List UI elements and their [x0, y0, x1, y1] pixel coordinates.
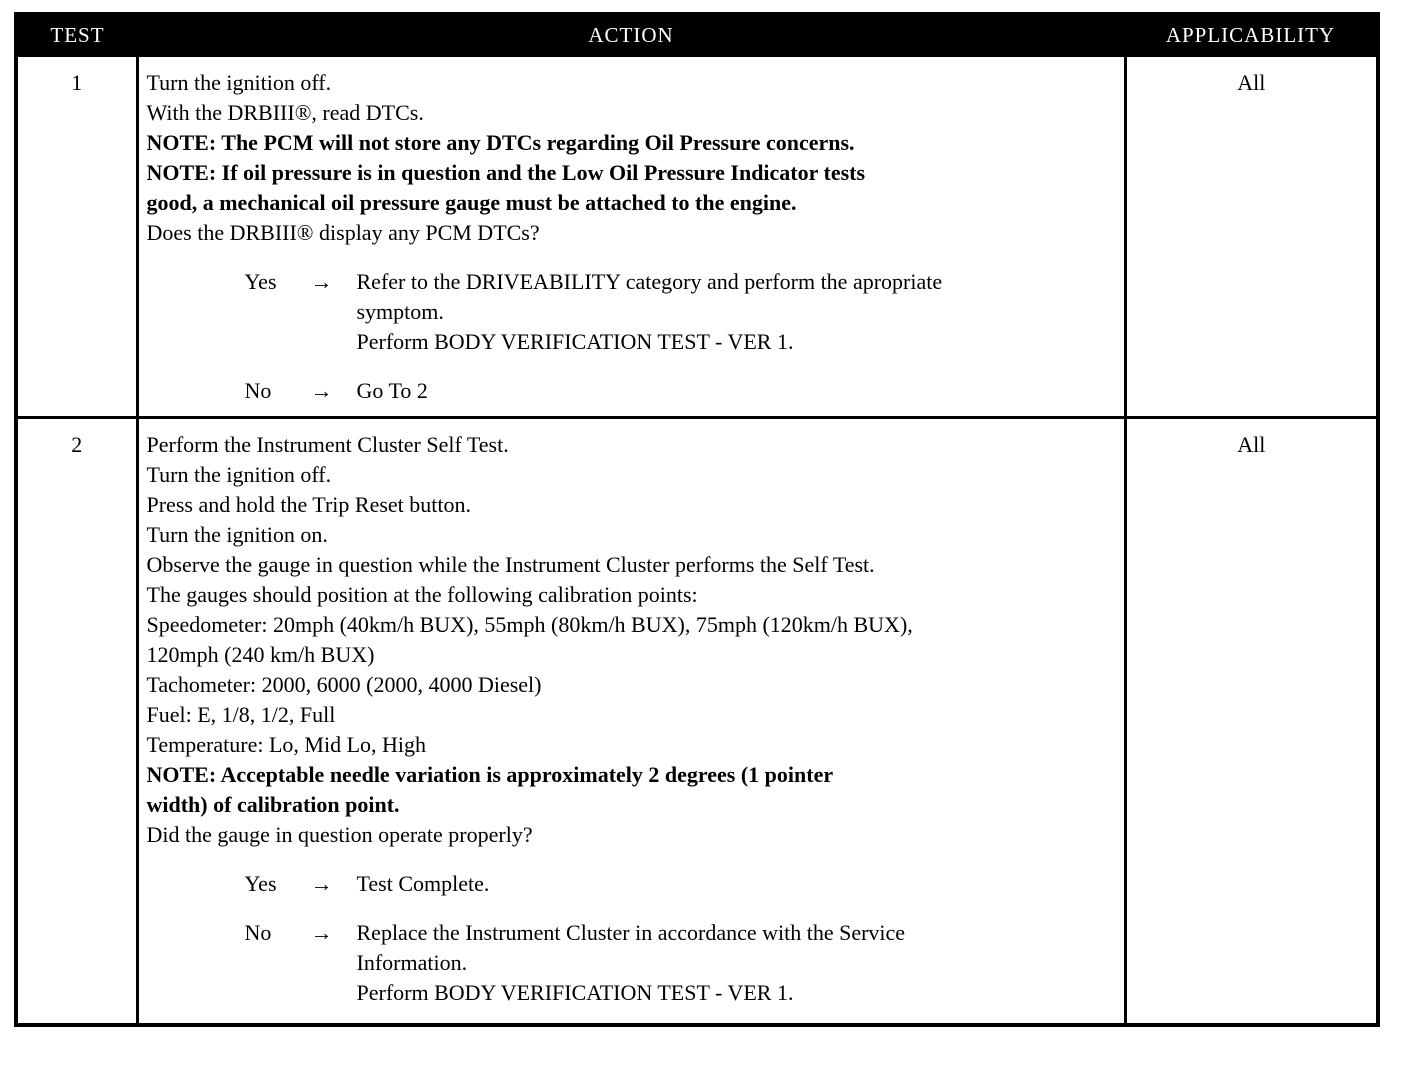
option-result	[357, 376, 1116, 406]
test-number: 1	[16, 56, 137, 418]
instruction-line: Fuel: E, 1/8, 1/2, Full	[146, 702, 336, 727]
option-label: No	[244, 920, 272, 945]
table-row	[16, 56, 1378, 418]
header-action: ACTION	[137, 14, 1125, 56]
result-line: Perform BODY VERIFICATION TEST - VER 1.	[356, 329, 794, 354]
applicability: All	[1125, 56, 1378, 418]
instruction-line: Does the DRBIII® display any PCM DTCs?	[146, 220, 540, 245]
instruction-line: Turn the ignition off.	[146, 70, 332, 95]
header-applicability: APPLICABILITY	[1125, 14, 1378, 56]
note-line: NOTE: Acceptable needle variation is approximately 2 degrees (1 pointer	[146, 762, 834, 787]
result-line: Information.	[356, 950, 468, 975]
option-label: Yes	[244, 871, 277, 896]
applicability: All	[1125, 418, 1378, 1025]
note-line: width) of calibration point.	[146, 792, 400, 817]
result-line: Test Complete.	[356, 871, 490, 896]
option-no	[147, 918, 1116, 1008]
arrow-icon: →	[310, 871, 333, 896]
option-label: No	[244, 378, 272, 403]
arrow-icon: →	[310, 920, 333, 945]
instruction-line: Turn the ignition off.	[146, 462, 332, 487]
result-line: symptom.	[356, 299, 444, 324]
instruction-line: Observe the gauge in question while the Instrument Cluster performs the Self Test.	[146, 552, 875, 577]
result-line: Perform BODY VERIFICATION TEST - VER 1.	[356, 980, 794, 1005]
test-number: 2	[16, 418, 137, 1025]
option-result	[357, 869, 1116, 899]
table-row	[16, 418, 1378, 1025]
instruction-line: 120mph (240 km/h BUX)	[146, 642, 375, 667]
header-row	[16, 14, 1378, 56]
note-line: NOTE: If oil pressure is in question and the Low Oil Pressure Indicator tests	[146, 160, 866, 185]
instruction-line: Did the gauge in question operate properly?	[146, 822, 533, 847]
instruction-line: Temperature: Lo, Mid Lo, High	[146, 732, 427, 757]
instruction-line: Press and hold the Trip Reset button.	[146, 492, 472, 517]
option-result	[357, 267, 1116, 357]
instruction-line: Speedometer: 20mph (40km/h BUX), 55mph (80km/h BUX), 75mph (120km/h BUX),	[146, 612, 913, 637]
action-cell	[137, 418, 1125, 1025]
instruction-line: Perform the Instrument Cluster Self Test.	[146, 432, 509, 457]
option-yes	[147, 869, 1116, 899]
arrow-icon: →	[310, 269, 333, 294]
result-line: Replace the Instrument Cluster in accordance with the Service	[356, 920, 906, 945]
diagnostic-test-table	[14, 12, 1380, 1027]
result-line: Refer to the DRIVEABILITY category and perform the apropriate	[356, 269, 943, 294]
instruction-line: Tachometer: 2000, 6000 (2000, 4000 Diesel)	[146, 672, 542, 697]
instruction-line: Turn the ignition on.	[146, 522, 328, 547]
instruction-line: The gauges should position at the following calibration points:	[146, 582, 698, 607]
option-no	[147, 376, 1116, 406]
note-line: good, a mechanical oil pressure gauge must be attached to the engine.	[146, 190, 797, 215]
arrow-icon: →	[310, 378, 333, 403]
option-result	[357, 918, 1116, 1008]
result-line: Go To 2	[356, 378, 428, 403]
option-yes	[147, 267, 1116, 357]
option-label: Yes	[244, 269, 277, 294]
instruction-line: With the DRBIII®, read DTCs.	[146, 100, 424, 125]
note-line: NOTE: The PCM will not store any DTCs regarding Oil Pressure concerns.	[146, 130, 855, 155]
header-test: TEST	[16, 14, 137, 56]
action-cell	[137, 56, 1125, 418]
